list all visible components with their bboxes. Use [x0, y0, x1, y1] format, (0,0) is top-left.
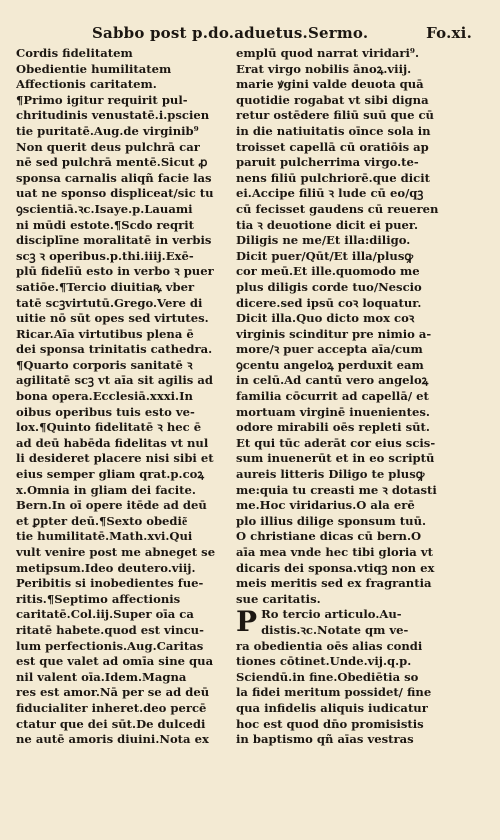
text-line: Bern.In oī opere itēde ad deū: [16, 498, 207, 513]
text-line: x.Omnia in gliam dei facite.: [16, 482, 196, 497]
text-line: odore mirabili oēs repleti sūt.: [236, 420, 430, 435]
text-line: ¶Primo igitur requirit pul-: [16, 92, 188, 107]
text-line: hoc est quod dn̄o promisistis: [236, 716, 424, 731]
text-line: mortuam virginē inuenientes.: [236, 404, 430, 419]
text-line: ne autē amoris diuini.Nota ex: [16, 732, 209, 747]
text-line: Cordis fidelitatem: [16, 46, 133, 60]
text-line: troisset capellā cū oratiōis ap: [236, 139, 429, 154]
text-line: aīa mea vnde hec tibi gloria vt: [236, 545, 433, 559]
running-header: [92, 24, 472, 46]
text-line: retur ostēdere filiū suū que cū: [236, 108, 434, 123]
text-line: res est amor.Nā per se ad deū: [16, 685, 210, 700]
text-line: Ro tercio articulo.Au-: [261, 607, 402, 622]
text-line: Erat virgo nobilis ānoꝝ.viij.: [236, 61, 412, 76]
text-line: la fidei meritum possidet/ fine: [236, 685, 432, 700]
text-line: oibus operibus tuis esto ve-: [16, 404, 195, 419]
text-line: metipsum.Ideo deutero.viij.: [16, 560, 196, 575]
text-line: disciplīne moralitatē in verbis: [16, 233, 212, 248]
text-line: quotidie rogabat vt sibi digna: [236, 92, 429, 107]
folio-number: Fo.xi.: [426, 24, 472, 42]
text-line: lum perfectionis.Aug.Caritas: [16, 638, 204, 653]
text-line: dicere.sed ipsū coꝛ loquatur.: [236, 295, 422, 310]
text-line: satiōe.¶Tercio diuitiaꝶ vber: [16, 279, 195, 294]
text-line: tatē scꝫvirtutū.Grego.Vere di: [16, 295, 203, 310]
text-line: bona opera.Ecclesiā.xxxi.In: [16, 389, 193, 404]
text-line: me.Hoc viridarius.O ala erē: [236, 498, 415, 513]
text-line: ritatē habete.quod est vincu-: [16, 622, 204, 637]
text-line: uat ne sponso displiceat/sic tu: [16, 186, 214, 201]
text-line: lox.¶Quinto fidelitatē ꝛ hec ē: [16, 420, 202, 435]
text-line: tie humilitatē.Math.xvi.Qui: [16, 529, 193, 544]
text-line: cū fecisset gaudens cū reueren: [236, 201, 439, 216]
text-line: ra obedientia oēs alias condi: [236, 638, 423, 653]
text-line: meis meritis sed ex fragrantia: [236, 576, 432, 591]
text-line: Non querit deus pulchrā car: [16, 139, 200, 154]
text-line: more/ꝛ puer accepta aīa/cum: [236, 342, 423, 357]
text-line: Dicit illa.Quo dicto mox coꝛ: [236, 311, 415, 326]
right-text-column: [236, 46, 478, 748]
text-line: sum inuenerūt et in eo scriptū: [236, 451, 435, 466]
text-line: agilitatē scꝫ vt aīa sit agilis ad: [16, 373, 213, 388]
text-line: nens filiū pulchriorē.que dicit: [236, 170, 430, 185]
text-line: Affectionis caritatem.: [16, 77, 157, 92]
text-line: Sciendū.in fine.Obediētia so: [236, 669, 419, 684]
text-line: vult venire post me abneget se: [16, 545, 216, 559]
text-line: nil valent oīa.Idem.Magna: [16, 669, 187, 684]
text-line: Obedientie humilitatem: [16, 61, 172, 76]
text-line: Ricar.Aīa virtutibus plena ē: [16, 326, 194, 341]
text-line: est que valet ad omīa sine qua: [16, 654, 214, 669]
text-line: sponsa carnalis aliqñ facie las: [16, 170, 212, 185]
text-line: et ꝑpter deū.¶Sexto obedie͂: [16, 513, 188, 528]
text-line: tie puritatē.Aug.de virginib⁹: [16, 123, 199, 138]
text-line: Et qui tūc aderāt cor eius scis-: [236, 435, 436, 450]
text-line: ꝯcentu angeloꝝ perduxit eam: [236, 357, 424, 372]
text-line: sue caritatis.: [236, 591, 321, 606]
text-line: fiducialiter inheret.deo percē: [16, 700, 207, 715]
text-line: caritatē.Col.iij.Super oīa ca: [16, 607, 194, 622]
text-line: chritudinis venustatē.i.pscien: [16, 108, 210, 123]
text-line: tiones cōtinet.Unde.vij.q.p.: [236, 654, 412, 669]
text-line: virginis scinditur pre nimio a-: [236, 326, 432, 341]
text-line: paruit pulcherrima virgo.te-: [236, 155, 419, 170]
text-line: O christiane dicas cū bern.O: [236, 529, 422, 544]
text-line: familia cōcurrit ad capellā/ et: [236, 389, 429, 404]
text-line: plus diligis corde tuo/Nescio: [236, 279, 422, 294]
text-line: ꝯscientiā.ꝛc.Isaye.p.Lauami: [16, 201, 193, 216]
text-line: Diligis ne me/Et illa:diligo.: [236, 233, 411, 248]
decorated-initial-letter: P: [236, 605, 258, 639]
text-line: tia ꝛ deuotione dicit ei puer.: [236, 217, 418, 232]
text-line: Dicit puer/Qūt/Et illa/plusꝙ: [236, 248, 414, 263]
text-line: eius semper gliam qrat.p.coꝝ: [16, 467, 205, 482]
text-line: in die natiuitatis oīnce sola in: [236, 123, 431, 138]
text-line: emplū quod narrat viridari⁹.: [236, 46, 419, 60]
text-line: li desideret placere nisi sibi et: [16, 451, 214, 466]
text-line: ad deū habēda fidelitas vt nul: [16, 435, 209, 450]
text-line: ritis.¶Septimo affectionis: [16, 591, 181, 606]
text-line: scꝫ ꝛ operibus.p.thi.iiij.Exē-: [16, 248, 194, 263]
text-line: plo illius dilige sponsum tuū.: [236, 513, 427, 528]
left-text-column: [16, 46, 228, 748]
text-line: marie ꝟgini valde deuota quā: [236, 77, 424, 92]
text-line: ctatur que dei sūt.De dulcedi: [16, 716, 206, 731]
text-line: ni mūdi estote.¶Scdo reqrit: [16, 217, 195, 232]
text-line: Peribitis si inobedientes fue-: [16, 576, 204, 591]
text-line: ei.Accipe filiū ꝛ lude cū eo/qꝫ: [236, 186, 424, 201]
text-line: distis.ꝛc.Notate qm ve-: [261, 622, 409, 637]
text-line: in baptismo qñ aīas vestras: [236, 732, 414, 747]
running-title: Sabbo post p.do.aduetus.Sermo.: [92, 24, 369, 42]
text-line: dei sponsa trinitatis cathedra.: [16, 342, 213, 357]
text-line: uitie nō sūt opes sed virtutes.: [16, 311, 209, 326]
text-line: cor meū.Et ille.quomodo me: [236, 264, 420, 279]
text-line: plū fidelīū esto in verbo ꝛ puer: [16, 264, 214, 279]
text-line: me:quia tu creasti me ꝛ dotasti: [236, 482, 437, 497]
text-line: dicaris dei sponsa.vtiqꝫ non ex: [236, 560, 435, 575]
text-line: aureis litteris Diligo te plusꝙ: [236, 467, 425, 482]
text-line: qua infidelis aliquis iudicatur: [236, 700, 428, 715]
text-line: in celū.Ad cantū vero angeloꝝ: [236, 373, 429, 388]
text-line: ¶Quarto corporis sanitatē ꝛ: [16, 357, 193, 372]
text-line: nē sed pulchrā mentē.Sicut ꝓ: [16, 155, 208, 170]
